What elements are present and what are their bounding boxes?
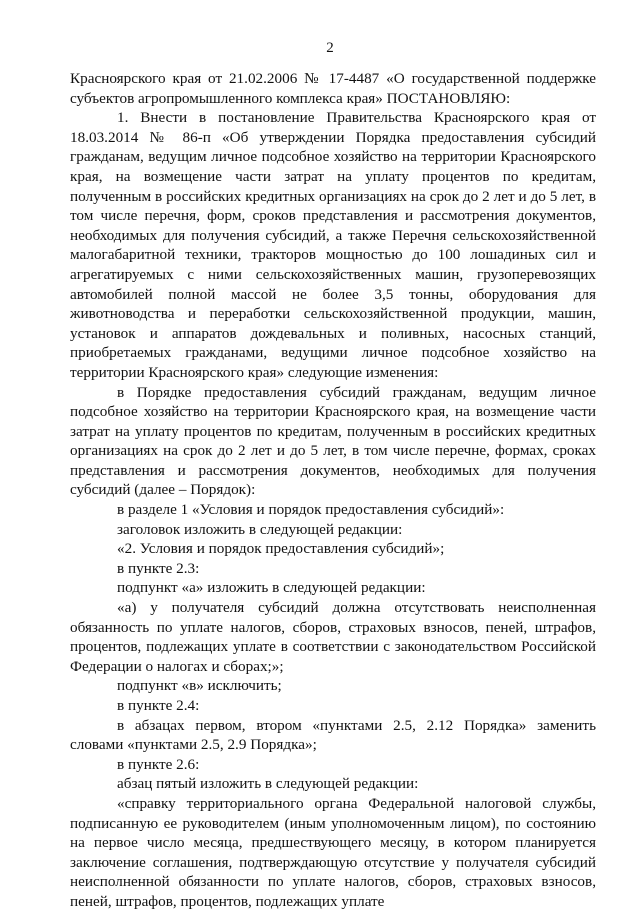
paragraph: «а) у получателя субсидий должна отсутствовать неисполненная обязанность по уплате налогов, сборов, страховых взносов, пеней, штрафов, процентов, подлежащих уплате в соответствии с законодательством Российской Федерации о налогах и сборах;»; <box>70 599 596 675</box>
paragraph: в пункте 2.6: <box>117 755 200 773</box>
paragraph: подпункт «в» исключить; <box>117 677 282 695</box>
document-body <box>70 69 596 912</box>
page-number: 2 <box>326 40 334 56</box>
paragraph: Красноярского края от 21.02.2006 № 17-4487 «О государственной поддержке субъектов агропромышленного комплекса края» ПОСТАНОВЛЯЮ: <box>70 70 596 107</box>
paragraph: «справку территориального органа Федеральной налоговой службы, подписанную ее руководителем (иным уполномоченным лицом), по состоянию на первое число месяца, предшествующего месяцу, в котором планируется заключение соглашения, подтверждающую отсутствие у получателя субсидий неисполненной обязанности по уплате налогов, сборов, страховых взносов, пеней, штрафов, процентов, подлежащих уплате <box>70 794 596 910</box>
paragraph: в Порядке предоставления субсидий гражданам, ведущим личное подсобное хозяйство на территории Красноярского края, на возмещение части затрат на уплату процентов по кредитам, полученным в российских кредитных организациях на срок до 2 лет и до 5 лет, в том числе перечне, формах, сроках представления и рассмотрения документов, необходимых для получения субсидий (далее – Порядок): <box>70 383 596 499</box>
paragraph: абзац пятый изложить в следующей редакции: <box>117 775 419 793</box>
paragraph: подпункт «а» изложить в следующей редакции: <box>117 579 426 597</box>
paragraph: в абзацах первом, втором «пунктами 2.5, 2.12 Порядка» заменить словами «пунктами 2.5, 2.9 Порядка»; <box>70 716 596 754</box>
paragraph: в пункте 2.3: <box>117 559 200 577</box>
paragraph: 1. Внести в постановление Правительства Красноярского края от 18.03.2014 № 86-п «Об утверждении Порядка предоставления субсидий гражданам, ведущим личное подсобное хозяйство на территории Красноярского края, на возмещение части затрат на уплату процентов по кредитам, полученным в российских кредитных организациях на срок до 2 лет и до 5 лет, в том числе перечня, форм, сроков представления и рассмотрения документов, необходимых для получения субсидий, а также Перечня сельскохозяйственной малогабаритной техники, тракторов мощностью до 100 лошадиных сил и агрегатируемых с ними сельскохозяйственных машин, грузоперевозящих автомобилей полной массой не более 3,5 тонны, оборудования для животноводства и переработки сельскохозяйственной продукции, машин, установок и аппаратов дождевальных и поливных, насосных станций, приобретаемых гражданами, ведущими личное подсобное хозяйство на территории Красноярского края» следующие изменения: <box>70 109 596 381</box>
paragraph: в разделе 1 «Условия и порядок предоставления субсидий»: <box>117 501 505 519</box>
paragraph: в пункте 2.4: <box>117 697 200 714</box>
paragraph: «2. Условия и порядок предоставления субсидий»; <box>117 540 445 558</box>
paragraph: заголовок изложить в следующей редакции: <box>117 520 403 538</box>
